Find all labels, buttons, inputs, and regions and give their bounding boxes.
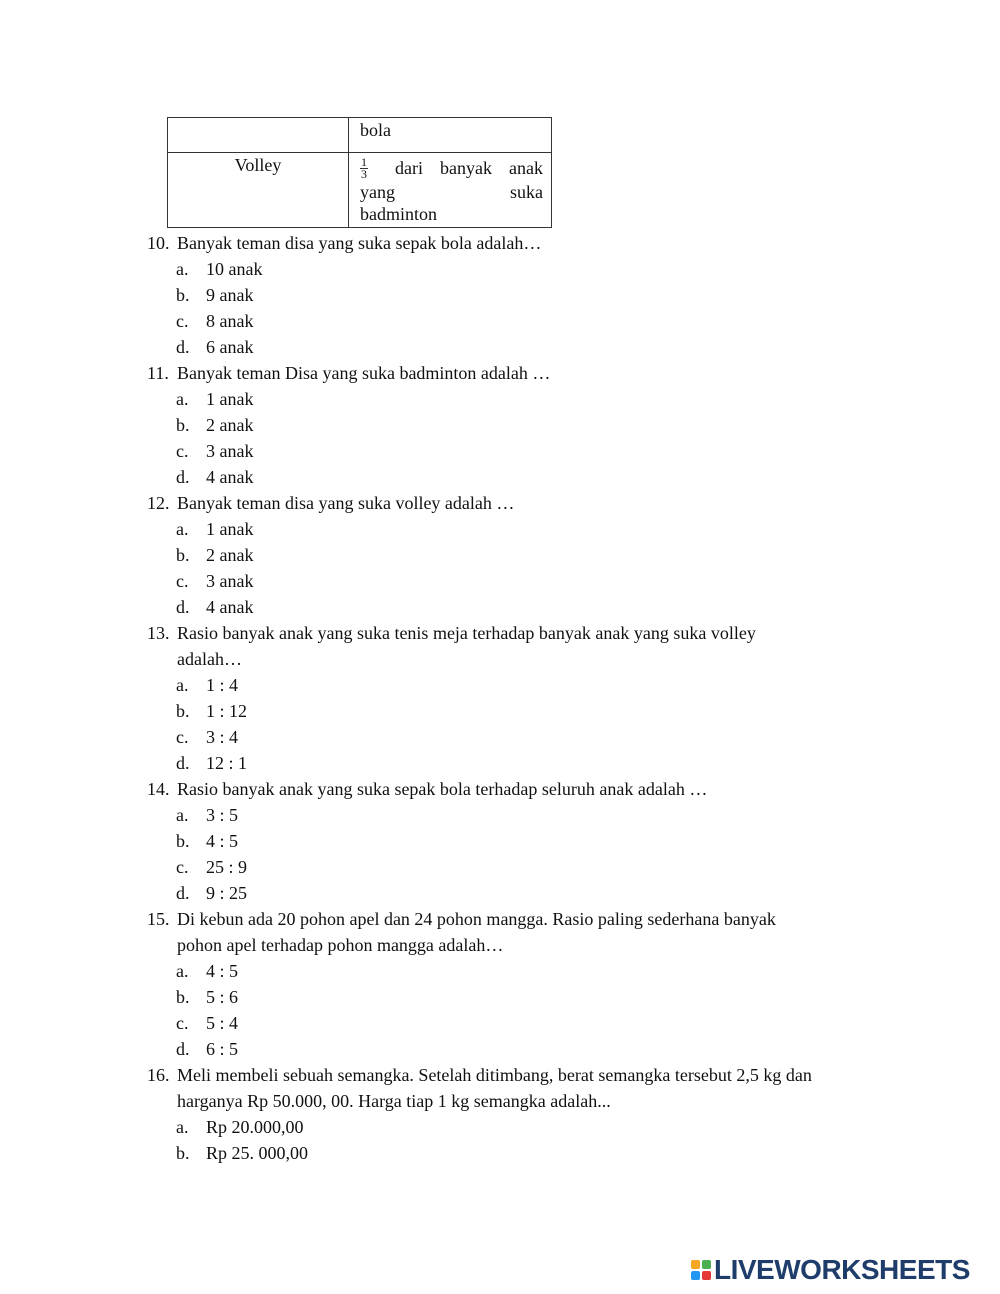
option-text: 1 : 12 — [206, 701, 248, 721]
option-text: 4 anak — [206, 467, 254, 487]
question-number: 13. — [147, 623, 170, 643]
option-text: 4 : 5 — [206, 831, 239, 851]
question-list — [147, 230, 907, 1166]
answer-option[interactable] — [147, 984, 907, 1010]
cell-word: dari — [395, 158, 423, 178]
answer-option[interactable] — [147, 854, 907, 880]
option-letter: b. — [176, 285, 190, 305]
option-text: 4 : 5 — [206, 961, 239, 981]
option-letter: b. — [176, 831, 190, 851]
logo-mark-icon — [691, 1260, 711, 1280]
option-letter: b. — [176, 701, 190, 721]
question-line — [147, 1088, 907, 1114]
question-text: Banyak teman disa yang suka sepak bola adalah… — [177, 233, 542, 253]
option-letter: d. — [176, 1039, 190, 1059]
question-number: 10. — [147, 233, 170, 253]
option-text: 10 anak — [206, 259, 263, 279]
option-text: 2 anak — [206, 415, 254, 435]
logo-square — [691, 1271, 700, 1280]
answer-option[interactable] — [147, 594, 907, 620]
option-text: 1 : 4 — [206, 675, 239, 695]
option-text: Rp 25. 000,00 — [206, 1143, 309, 1163]
cell-line — [360, 181, 543, 203]
answer-option[interactable] — [147, 828, 907, 854]
answer-option[interactable] — [147, 880, 907, 906]
cell-line — [360, 203, 543, 225]
answer-option[interactable] — [147, 516, 907, 542]
question-number: 16. — [147, 1065, 170, 1085]
question-item — [147, 1062, 907, 1166]
option-text: 1 anak — [206, 519, 254, 539]
answer-option[interactable] — [147, 724, 907, 750]
cell-word: suka — [510, 182, 543, 202]
sport-preference-table — [167, 117, 552, 228]
question-line — [147, 490, 907, 516]
option-letter: d. — [176, 883, 190, 903]
fraction-denominator: 3 — [361, 166, 367, 181]
option-text: 3 anak — [206, 441, 254, 461]
cell-word: anak — [509, 158, 543, 178]
option-letter: b. — [176, 1143, 190, 1163]
fraction — [360, 154, 368, 181]
option-text: 9 anak — [206, 285, 254, 305]
question-text: Di kebun ada 20 pohon apel dan 24 pohon mangga. Rasio paling sederhana banyak — [177, 909, 776, 929]
option-letter: c. — [176, 571, 189, 591]
option-letter: a. — [176, 519, 189, 539]
option-letter: b. — [176, 415, 190, 435]
option-text: 2 anak — [206, 545, 254, 565]
answer-option[interactable] — [147, 698, 907, 724]
option-letter: a. — [176, 389, 189, 409]
question-line — [147, 932, 907, 958]
question-number: 11. — [147, 363, 169, 383]
answer-option[interactable] — [147, 750, 907, 776]
logo-square — [691, 1260, 700, 1269]
question-item — [147, 230, 907, 360]
table-row — [168, 118, 552, 153]
answer-option[interactable] — [147, 438, 907, 464]
option-text: 8 anak — [206, 311, 254, 331]
table-row — [168, 153, 552, 228]
answer-option[interactable] — [147, 412, 907, 438]
option-letter: b. — [176, 987, 190, 1007]
answer-option[interactable] — [147, 958, 907, 984]
option-text: 5 : 4 — [206, 1013, 239, 1033]
logo-text: LIVEWORKSHEETS — [714, 1254, 970, 1285]
question-item — [147, 360, 907, 490]
option-letter: c. — [176, 1013, 189, 1033]
question-text: pohon apel terhadap pohon mangga adalah… — [177, 935, 504, 955]
question-line — [147, 646, 907, 672]
option-text: Rp 20.000,00 — [206, 1117, 304, 1137]
answer-option[interactable] — [147, 1036, 907, 1062]
option-letter: d. — [176, 467, 190, 487]
answer-option[interactable] — [147, 1010, 907, 1036]
option-text: 12 : 1 — [206, 753, 248, 773]
option-letter: a. — [176, 805, 189, 825]
option-letter: c. — [176, 311, 189, 331]
question-line — [147, 360, 907, 386]
logo-square — [702, 1260, 711, 1269]
question-line — [147, 230, 907, 256]
cell-word: yang — [360, 182, 395, 202]
answer-option[interactable] — [147, 334, 907, 360]
question-number: 15. — [147, 909, 170, 929]
question-text: Banyak teman Disa yang suka badminton adalah … — [177, 363, 551, 383]
answer-option[interactable] — [147, 308, 907, 334]
table-cell-description: bola — [349, 118, 552, 153]
fraction-numerator: 1 — [361, 154, 367, 169]
option-letter: c. — [176, 857, 189, 877]
option-text: 25 : 9 — [206, 857, 248, 877]
option-letter: a. — [176, 1117, 189, 1137]
question-line — [147, 1062, 907, 1088]
option-letter: a. — [176, 961, 189, 981]
question-text: Banyak teman disa yang suka volley adalah … — [177, 493, 515, 513]
option-text: 3 anak — [206, 571, 254, 591]
table-cell-sport: Volley — [168, 153, 349, 228]
question-line — [147, 620, 907, 646]
answer-option[interactable] — [147, 464, 907, 490]
option-letter: d. — [176, 337, 190, 357]
option-text: 3 : 5 — [206, 805, 239, 825]
cell-word: banyak — [440, 158, 492, 178]
option-letter: c. — [176, 727, 189, 747]
answer-option[interactable] — [147, 1114, 907, 1140]
answer-option[interactable] — [147, 802, 907, 828]
option-text: 6 anak — [206, 337, 254, 357]
question-text: Meli membeli sebuah semangka. Setelah ditimbang, berat semangka tersebut 2,5 kg dan — [177, 1065, 812, 1085]
option-letter: d. — [176, 753, 190, 773]
question-item — [147, 906, 907, 1062]
option-text: 3 : 4 — [206, 727, 239, 747]
question-number: 14. — [147, 779, 170, 799]
question-text: harganya Rp 50.000, 00. Harga tiap 1 kg semangka adalah... — [177, 1091, 611, 1111]
option-letter: a. — [176, 675, 189, 695]
table-cell-sport — [168, 118, 349, 153]
question-item — [147, 490, 907, 620]
option-text: 9 : 25 — [206, 883, 248, 903]
answer-option[interactable] — [147, 542, 907, 568]
option-text: 5 : 6 — [206, 987, 239, 1007]
answer-option[interactable] — [147, 256, 907, 282]
question-text: Rasio banyak anak yang suka tenis meja terhadap banyak anak yang suka volley — [177, 623, 756, 643]
answer-option[interactable] — [147, 386, 907, 412]
question-text: Rasio banyak anak yang suka sepak bola terhadap seluruh anak adalah … — [177, 779, 708, 799]
option-text: 4 anak — [206, 597, 254, 617]
option-letter: b. — [176, 545, 190, 565]
answer-option[interactable] — [147, 568, 907, 594]
cell-line — [360, 155, 543, 181]
question-text: adalah… — [177, 649, 242, 669]
answer-option[interactable] — [147, 672, 907, 698]
question-number: 12. — [147, 493, 170, 513]
answer-option[interactable] — [147, 1140, 907, 1166]
option-letter: d. — [176, 597, 190, 617]
answer-option[interactable] — [147, 282, 907, 308]
table-cell-description — [349, 153, 552, 228]
liveworksheets-logo — [691, 1255, 970, 1285]
option-letter: a. — [176, 259, 189, 279]
logo-square — [702, 1271, 711, 1280]
question-item — [147, 776, 907, 906]
cell-word: badminton — [360, 204, 437, 224]
question-line — [147, 776, 907, 802]
option-letter: c. — [176, 441, 189, 461]
option-text: 1 anak — [206, 389, 254, 409]
question-line — [147, 906, 907, 932]
question-item — [147, 620, 907, 776]
option-text: 6 : 5 — [206, 1039, 239, 1059]
